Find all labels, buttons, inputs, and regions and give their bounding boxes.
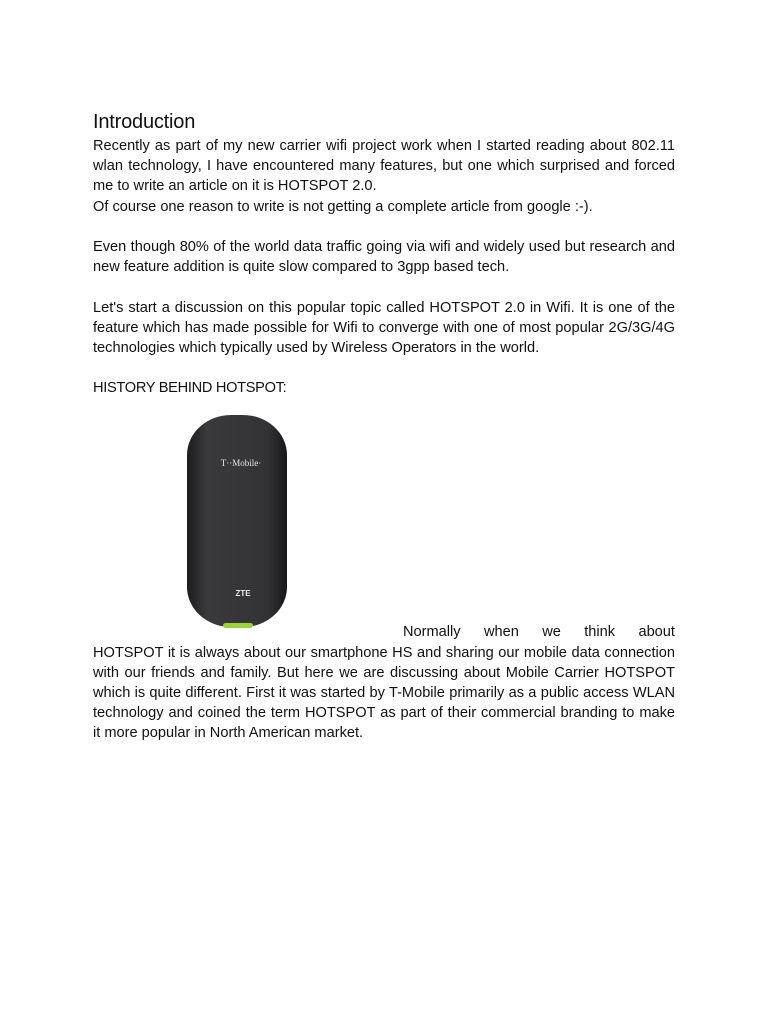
device-accent-light: [223, 623, 253, 628]
intro-paragraph-1: Recently as part of my new carrier wifi project work when I started reading about 802.11 wlan technology, I have encountered many features, but one which surprised and forced me to write an article on it is HOTSPOT 2.0.: [93, 138, 675, 195]
device-brand-text: T··Mobile·: [220, 457, 262, 468]
history-word: when: [483, 624, 519, 641]
history-paragraph: HOTSPOT it is always about our smartphone HS and sharing our mobile data connection with our friends and family. But here we are discussing about Mobile Carrier HOTSPOT which is quite different. First it was started by T-Mobile primarily as a public access WLAN technology and coined the term HOTSPOT as part of their commercial branding to make it more popular in North American market.: [93, 644, 675, 742]
history-word: think: [584, 624, 616, 641]
device-maker-text: ZTE: [235, 588, 251, 598]
history-word: about: [638, 624, 675, 641]
discussion-paragraph: Let's start a discussion on this popular topic called HOTSPOT 2.0 in Wifi. It is one of the feature which has made possible for Wifi to converge with one of most popular 2G/3G/4G technologies which typically used by Wireless Operators in the world.: [93, 299, 675, 356]
document-body: [93, 108, 675, 744]
hotspot-device-image: [185, 415, 289, 633]
intro-paragraph-2: Of course one reason to write is not getting a complete article from google :-).: [93, 198, 593, 215]
history-first-line: [403, 622, 675, 642]
intro-heading: Introduction: [93, 111, 196, 133]
history-heading: HISTORY BEHIND HOTSPOT:: [93, 380, 287, 397]
history-figure-row: [93, 415, 675, 643]
history-word: Normally: [403, 624, 461, 641]
traffic-paragraph: Even though 80% of the world data traffic going via wifi and widely used but research and new feature addition is quite slow compared to 3gpp based tech.: [93, 239, 675, 276]
history-word: we: [542, 624, 561, 641]
